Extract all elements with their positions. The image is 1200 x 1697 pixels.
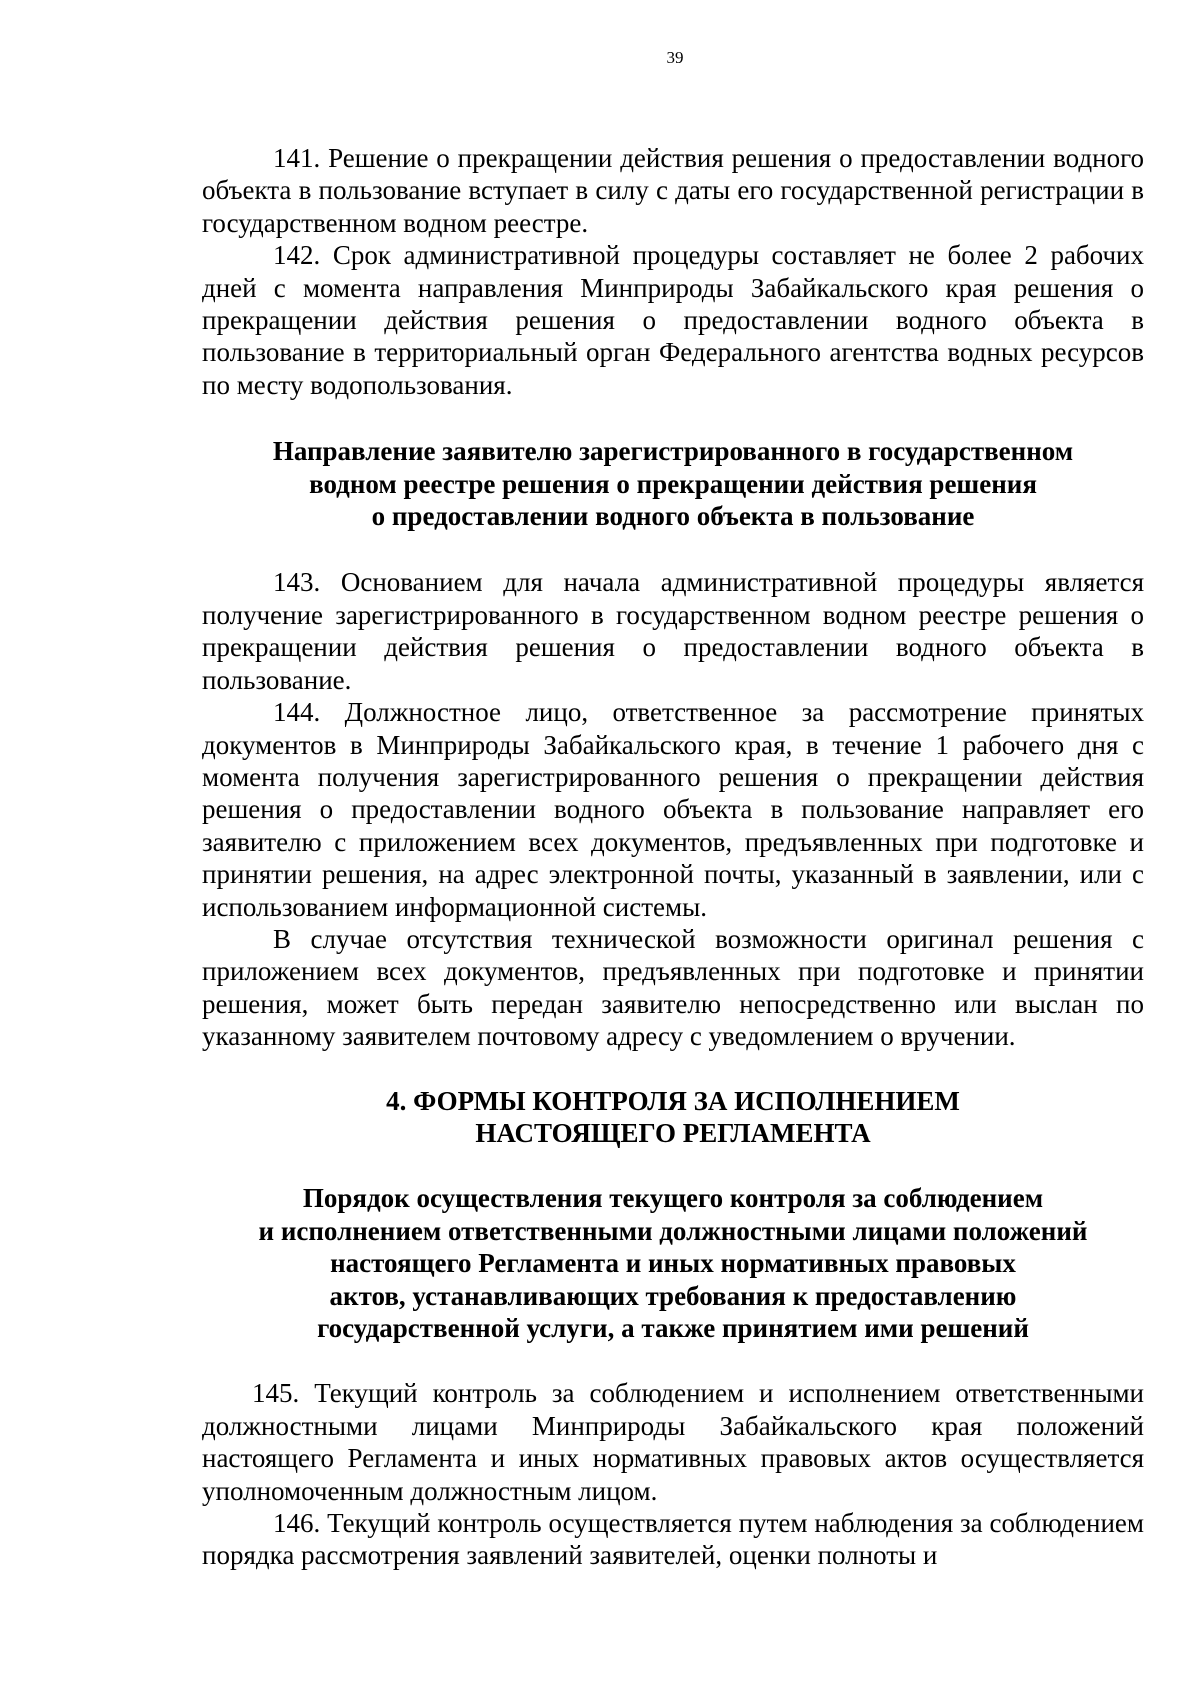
subsection-heading-current-control	[202, 1182, 1144, 1344]
paragraph-144: 144. Должностное лицо, ответственное за рассмотрение принятых документов в Минприроды Забайкальского края, в течение 1 рабочего дня с момента получения зарегистрированного решения о прекращении действия решения о предоставлении водного объекта в пользование направляет его заявителю с приложением всех документов, предъявленных при подготовке и принятии решения, на адрес электронной почты, указанный в заявлении, или с использованием информационной системы.	[202, 697, 1144, 922]
section-heading-4	[202, 1085, 1144, 1150]
heading-line: о предоставлении водного объекта в пользование	[371, 501, 975, 532]
paragraph-143: 143. Основанием для начала административной процедуры является получение зарегистрированного в государственном водном реестре решения о прекращении действия решения о предоставлении водного объекта в пользование.	[202, 567, 1144, 695]
subsection-heading-notification	[202, 435, 1144, 532]
paragraph-146: 146. Текущий контроль осуществляется путем наблюдения за соблюдением порядка рассмотрения заявлений заявителей, оценки полноты и	[202, 1508, 1144, 1571]
document-body	[202, 142, 1144, 1572]
paragraph-142: 142. Срок административной процедуры составляет не более 2 рабочих дней с момента направления Минприроды Забайкальского края решения о прекращении действия решения о предоставлении водного объекта в пользование в территориальный орган Федерального агентства водных ресурсов по месту водопользования.	[202, 240, 1144, 400]
page-number: 39	[666, 48, 684, 67]
heading-line: водном реестре решения о прекращении действия решения	[309, 468, 1037, 499]
paragraph-144-continued: В случае отсутствия технической возможности оригинал решения с приложением всех документов, предъявленных при подготовке и принятии решения, может быть передан заявителю непосредственно или выслан по указанному заявителем почтовому адресу с уведомлением о вручении.	[202, 923, 1144, 1052]
heading-line: актов, устанавливающих требования к предоставлению	[329, 1280, 1017, 1311]
heading-line: НАСТОЯЩЕГО РЕГЛАМЕНТА	[475, 1117, 871, 1148]
paragraph-145: 145. Текущий контроль за соблюдением и исполнением ответственными должностными лицами Минприроды Забайкальского края положений настоящего Регламента и иных нормативных правовых актов осуществляется уполномоченным должностным лицом.	[202, 1378, 1144, 1506]
heading-line: государственной услуги, а также принятием ими решений	[317, 1313, 1029, 1343]
paragraph-141: 141. Решение о прекращении действия решения о предоставлении водного объекта в пользование вступает в силу с даты его государственной регистрации в государственном водном реестре.	[202, 143, 1144, 238]
heading-line: настоящего Регламента и иных нормативных правовых	[330, 1248, 1016, 1279]
heading-line: и исполнением ответственными должностными лицами положений	[258, 1215, 1088, 1246]
heading-line: Порядок осуществления текущего контроля за соблюдением	[302, 1183, 1044, 1214]
heading-line: Направление заявителю зарегистрированного в государственном	[272, 436, 1074, 467]
heading-line: 4. ФОРМЫ КОНТРОЛЯ ЗА ИСПОЛНЕНИЕМ	[386, 1085, 960, 1116]
